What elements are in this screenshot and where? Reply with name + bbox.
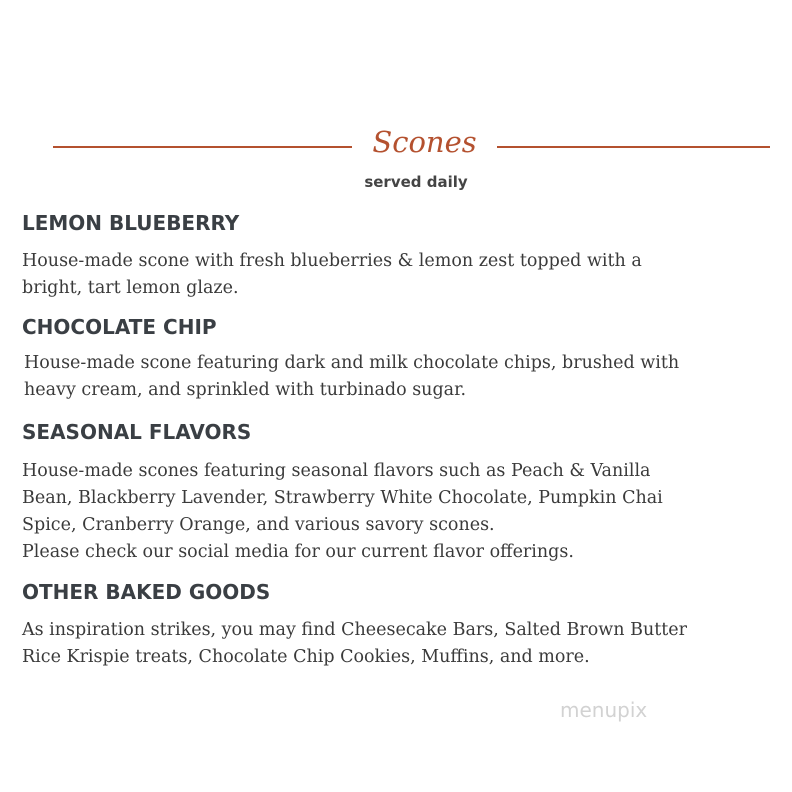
item-desc-line: bright, tart lemon glaze. <box>22 278 239 298</box>
item-desc-line: Bean, Blackberry Lavender, Strawberry White Chocolate, Pumpkin Chai <box>22 488 663 508</box>
item-title-seasonal-flavors: SEASONAL FLAVORS <box>22 420 252 444</box>
section-title: Scones <box>372 125 477 159</box>
item-desc-line: House-made scone with fresh blueberries & lemon zest topped with a <box>22 251 642 271</box>
item-title-lemon-blueberry: LEMON BLUEBERRY <box>22 211 240 235</box>
item-desc-line: Spice, Cranberry Orange, and various savory scones. <box>22 515 495 535</box>
item-desc-line: House-made scones featuring seasonal flavors such as Peach & Vanilla <box>22 461 651 481</box>
watermark-logo: menupix <box>560 698 648 722</box>
item-desc-line: Please check our social media for our current flavor offerings. <box>22 542 574 562</box>
item-desc-line: As inspiration strikes, you may find Cheesecake Bars, Salted Brown Butter <box>22 620 688 640</box>
header-rule-left <box>53 146 352 148</box>
item-desc-line: House-made scone featuring dark and milk chocolate chips, brushed with <box>24 353 680 373</box>
section-subtitle: served daily <box>364 173 468 191</box>
item-desc-line: heavy cream, and sprinkled with turbinado sugar. <box>24 380 467 400</box>
header-rule-right <box>497 146 770 148</box>
item-title-other-baked-goods: OTHER BAKED GOODS <box>22 580 271 604</box>
item-title-chocolate-chip: CHOCOLATE CHIP <box>22 315 217 339</box>
item-desc-line: Rice Krispie treats, Chocolate Chip Cookies, Muffins, and more. <box>22 647 590 667</box>
